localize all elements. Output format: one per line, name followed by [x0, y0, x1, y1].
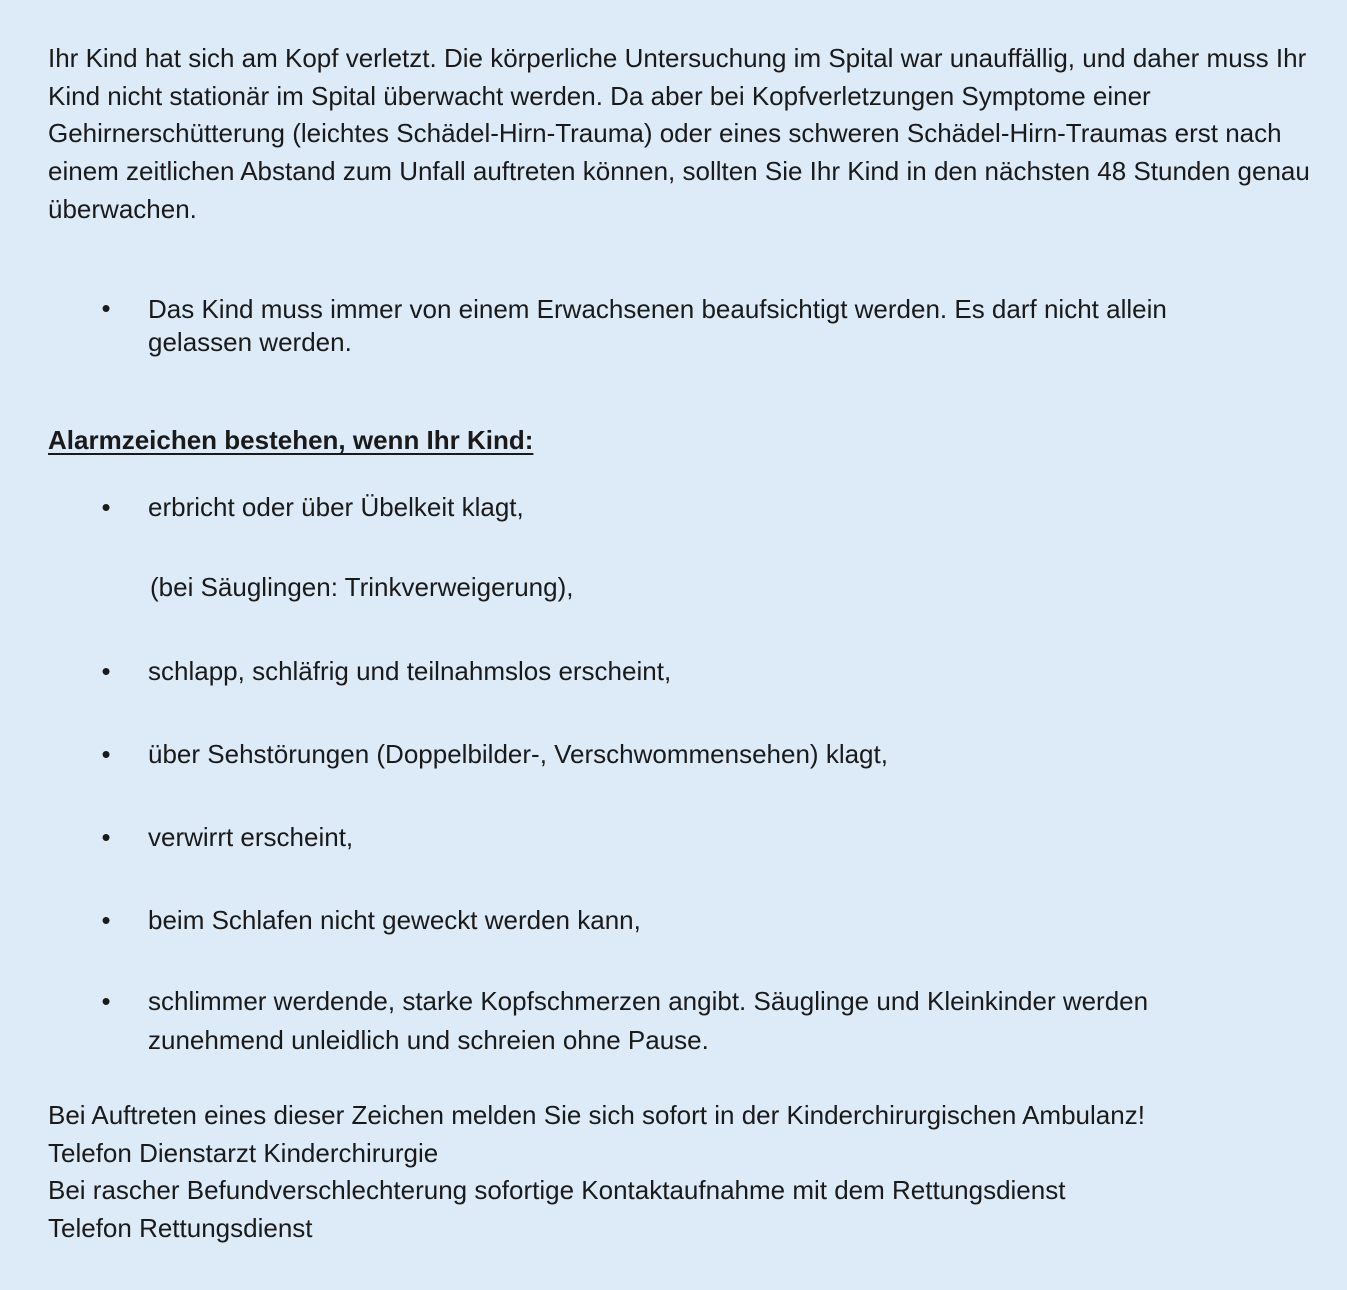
infant-note: (bei Säuglingen: Trinkverweigerung), [150, 572, 574, 602]
bullet-icon: • [101, 822, 111, 852]
alarm-item-text: erbricht oder über Übelkeit klagt, [148, 492, 524, 522]
bullet-icon: • [101, 905, 111, 935]
bullet-icon: • [101, 293, 111, 323]
bullet-icon: • [101, 739, 111, 769]
alarm-heading: Alarmzeichen bestehen, wenn Ihr Kind: [48, 425, 534, 455]
alarm-item-text: verwirrt erscheint, [148, 822, 354, 852]
footer-phone-rescue-service: Telefon Rettungsdienst [48, 1212, 313, 1243]
alarm-item-text: schlapp, schläfrig und teilnahmslos erscheint, [148, 656, 672, 686]
intro-paragraph: Ihr Kind hat sich am Kopf verletzt. Die körperliche Untersuchung im Spital war unauffällig, und daher muss Ihr Kind nicht stationär im Spital überwacht werden. Da aber bei Kopfverletzungen Symptome einer Gehirnerschütterung (leichtes Schädel-Hirn-Trauma) oder eines schweren Schädel-Hirn-Traumas erst nach einem zeitlichen Abstand zum Unfall auftreten können, sollten Sie Ihr Kind in den nächsten 48 Stunden genau überwachen. [48, 43, 1310, 224]
footer-phone-on-call-surgeon: Telefon Dienstarzt Kinderchirurgie [48, 1137, 439, 1168]
bullet-icon: • [101, 656, 111, 686]
alarm-item-text: schlimmer werdende, starke Kopfschmerzen angibt. Säuglinge und Kleinkinder werden zunehmend unleidlich und schreien ohne Pause. [148, 986, 1149, 1055]
supervision-bullet-text: Das Kind muss immer von einem Erwachsenen beaufsichtigt werden. Es darf nicht allein gelassen werden. [148, 294, 1167, 357]
bullet-icon: • [101, 492, 111, 522]
footer-contact-info [48, 1097, 1318, 1247]
alarm-item-text: beim Schlafen nicht geweckt werden kann, [148, 905, 641, 935]
footer-rescue-notice: Bei rascher Befundverschlechterung sofortige Kontaktaufnahme mit dem Rettungsdienst [48, 1175, 1066, 1205]
footer-emergency-notice: Bei Auftreten eines dieser Zeichen melden Sie sich sofort in der Kinderchirurgischen Ambulanz! [48, 1100, 1145, 1130]
alarm-item-text: über Sehstörungen (Doppelbilder-, Verschwommensehen) klagt, [148, 739, 888, 769]
bullet-icon: • [101, 986, 111, 1016]
